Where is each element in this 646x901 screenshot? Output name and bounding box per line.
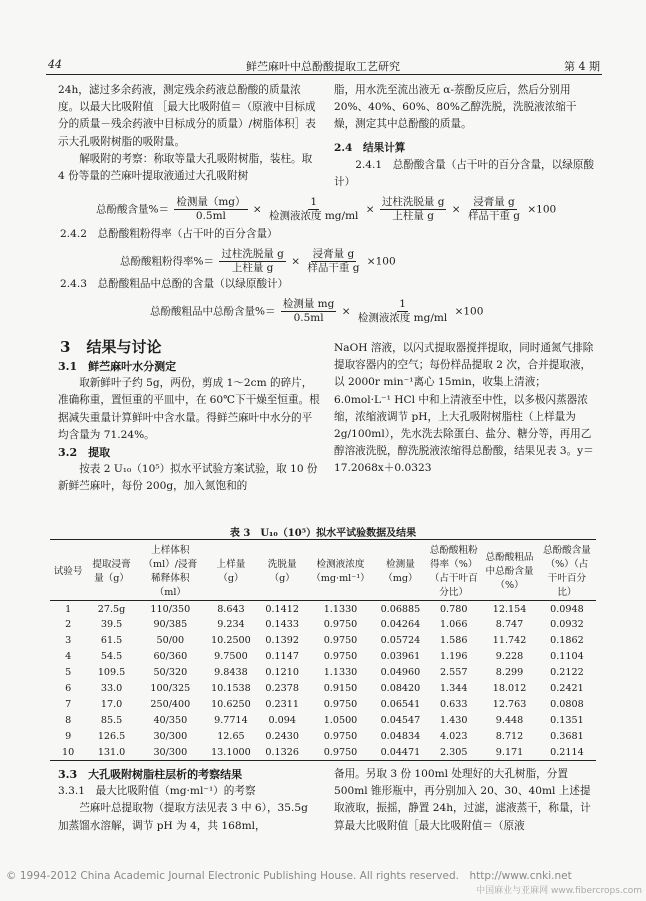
table-row <box>50 664 596 680</box>
paragraph: 按表 2 U₁₀（10⁵）拟水平试验方案试验，取 10 份新鲜苎麻叶，每份 200g，加入氮饱和的 <box>58 463 318 493</box>
formula-crude-yield: 总酚酸粗粉得率%＝ $\frac{\text{过柱洗脱量 g}}{\text{上柱量 g}}$ × $\frac{\text{浸膏量 g}}{\text{样品干重 g}}$ ×100 <box>120 248 396 274</box>
left-bottom-text <box>58 766 320 835</box>
table-cell: 1.586 <box>439 634 468 646</box>
column-header: 检测量（mg） <box>375 540 426 600</box>
table-cell: 27.5g <box>97 604 126 616</box>
column-header: 总酚酸粗粉得率（%）（占干叶百分比） <box>426 540 481 600</box>
table-cell: 2 <box>65 618 72 630</box>
table-cell: 61.5 <box>100 634 123 646</box>
table-cell: 0.9750 <box>323 730 358 742</box>
table-cell: 0.9750 <box>323 634 358 646</box>
table-cell: 0.2122 <box>550 666 584 678</box>
subsection-heading: 2.4.2 总酚酸粗粉得率（占干叶的百分含量） <box>60 228 278 240</box>
table-cell: 0.1326 <box>265 746 299 758</box>
table-row <box>50 712 596 728</box>
table-caption: 表 3 U₁₀（10⁵）拟水平试验数据及结果 <box>229 528 417 539</box>
results-table <box>50 539 596 761</box>
table-cell: 0.1210 <box>265 666 299 678</box>
table-cell: 30/300 <box>153 746 188 758</box>
table-cell: 12.65 <box>217 730 245 742</box>
table-cell: 50/320 <box>153 666 188 678</box>
table-cell: 0.9750 <box>323 746 358 758</box>
table-cell: 1.1330 <box>323 666 358 678</box>
table-cell: 9.234 <box>217 618 245 630</box>
table-cell: 0.633 <box>439 698 468 710</box>
table-cell: 8.747 <box>495 618 524 630</box>
table-cell: 8.712 <box>495 730 524 742</box>
table-cell: 0.03961 <box>380 650 421 662</box>
column-header: 总酚酸含量（%）（占干叶百分比） <box>538 540 596 600</box>
table-cell: 8 <box>65 714 72 726</box>
subsection-heading: 3.3 大孔吸附树脂柱层析的考察结果 <box>58 768 243 781</box>
header-rule <box>46 74 602 75</box>
formula-total-phenolic-acid: 总酚酸含量%＝ $\frac{\text{检测量（mg）}}{0.5ml}$ × $\frac{1}{\text{检测液浓度 mg/ml}}$ × $\frac{\text{过柱洗脱量 g}}{\text{上柱量 g}}$ × $\frac{\text{浸膏量 g}}{\text{样品干重 g}}$ ×100 <box>96 196 557 222</box>
paragraph: 24h，滤过多余药液，测定残余药液总酚酸的质量浓度。以最大比吸附值 ［最大比吸附值＝（原液中目标成分的质量－残余药液中目标成分的质量）/树脂体积］表示大孔吸附树脂的吸附量。 <box>58 84 316 148</box>
right-bottom-text <box>334 766 596 835</box>
table-cell: 2.557 <box>439 666 468 678</box>
formula-crude-content: 总酚酸粗品中总酚含量%＝ $\frac{\text{检测量 mg}}{0.5ml}$ × $\frac{1}{\text{检测液浓度 mg/ml}}$ ×100 <box>150 298 484 324</box>
table-cell: 9 <box>65 730 72 742</box>
table-cell: 0.1147 <box>265 650 299 662</box>
table-row <box>50 744 596 760</box>
table-cell: 4.023 <box>439 730 468 742</box>
table-cell: 8.299 <box>495 666 524 678</box>
table-cell: 54.5 <box>100 650 123 662</box>
table-cell: 1.430 <box>439 714 468 726</box>
table-cell: 0.06885 <box>380 604 421 616</box>
right-mid-text <box>334 340 596 478</box>
table-cell: 9.448 <box>495 714 524 726</box>
table-cell: 0.04264 <box>380 618 421 630</box>
table-cell: 0.1433 <box>265 618 299 630</box>
column-header: 试验号 <box>50 540 86 600</box>
table-cell: 30/300 <box>153 730 188 742</box>
table-cell: 0.9750 <box>323 698 358 710</box>
table-cell: 0.780 <box>439 604 468 616</box>
table-cell: 1.1330 <box>323 604 358 616</box>
left-top-text <box>58 82 320 185</box>
table-cell: 0.04834 <box>380 730 421 742</box>
subsection-heading: 3.3.1 最大比吸附值（mg·ml⁻¹）的考察 <box>58 785 256 798</box>
paragraph: 苎麻叶总提取物（提取方法见表 3 中 6），35.5g 加蒸馏水溶解，调节 pH 为 4，共 168ml， <box>58 802 308 832</box>
table-cell: 17.0 <box>100 698 123 710</box>
table-cell: 10 <box>62 746 75 758</box>
table-cell: 10.2500 <box>211 634 251 646</box>
table-cell: 11.742 <box>492 634 527 646</box>
table-cell: 0.04471 <box>380 746 421 758</box>
table-row <box>50 696 596 712</box>
table-cell: 1.066 <box>439 618 468 630</box>
table-cell: 0.06541 <box>380 698 421 710</box>
table-cell: 0.1351 <box>550 714 584 726</box>
table-cell: 7 <box>65 698 72 710</box>
table-cell: 0.9750 <box>323 618 358 630</box>
table-cell: 9.7714 <box>214 714 248 726</box>
column-header: 检测液浓度（mg·ml⁻¹） <box>306 540 374 600</box>
table-cell: 33.0 <box>100 682 123 694</box>
table-cell: 0.1392 <box>265 634 299 646</box>
table-cell: 5 <box>65 666 72 678</box>
table-cell: 0.1862 <box>550 634 584 646</box>
paragraph: 备用。另取 3 份 100ml 处理好的大孔树脂，分置 500ml 锥形瓶中，再分别加入 20、30、40ml 上述提取液取，振摇，静置 24h，过滤，滤液蒸干，称量，计算最大比吸附值［最大比吸附值＝（原液 <box>334 768 591 832</box>
table-cell: 9.8438 <box>214 666 248 678</box>
table-cell: 4 <box>65 650 72 662</box>
table-cell: 12.154 <box>492 604 527 616</box>
subsection-heading: 2.4.1 总酚酸含量（占干叶的百分含量，以绿原酸计） <box>334 158 595 189</box>
table-cell: 10.1538 <box>211 682 251 694</box>
left-mid-text <box>58 358 320 496</box>
issue-label: 第 4 期 <box>564 60 600 73</box>
table-cell: 39.5 <box>100 618 123 630</box>
table-cell: 12.763 <box>492 698 527 710</box>
table-cell: 0.04960 <box>380 666 421 678</box>
column-header: 提取浸膏量（g） <box>86 540 137 600</box>
table-cell: 3 <box>65 634 72 646</box>
subsection-heading: 2.4.3 总酚酸粗品中总酚的含量（以绿原酸计） <box>60 278 289 290</box>
table-cell: 0.3681 <box>550 730 584 742</box>
table-cell: 0.0932 <box>550 618 584 630</box>
paragraph: 解吸附的考察：称取等量大孔吸附树脂，装柱。取 4 份等量的苎麻叶提取液通过大孔吸附树 <box>58 152 313 183</box>
page-number: 44 <box>48 58 62 71</box>
table-cell: 0.0948 <box>550 604 584 616</box>
table-cell: 0.9150 <box>323 682 358 694</box>
right-top-text <box>334 82 596 191</box>
table-cell: 85.5 <box>100 714 123 726</box>
subsection-heading: 3.2 提取 <box>58 446 111 460</box>
table-cell: 1.0500 <box>323 714 358 726</box>
table-cell: 2.305 <box>439 746 468 758</box>
table-cell: 110/350 <box>150 604 191 616</box>
table-cell: 0.2430 <box>265 730 299 742</box>
table-cell: 18.012 <box>492 682 527 694</box>
table-cell: 40/350 <box>153 714 188 726</box>
table-cell: 0.2114 <box>550 746 584 758</box>
table-cell: 0.0808 <box>550 698 584 710</box>
table-cell: 90/385 <box>153 618 188 630</box>
table-cell: 1.344 <box>439 682 468 694</box>
table-cell: 9.7500 <box>214 650 248 662</box>
section-title: 3 结果与讨论 <box>60 338 162 356</box>
watermark: 中国麻业与亚麻网 www.fibercrops.com <box>476 886 642 896</box>
table-cell: 1 <box>65 604 72 616</box>
table-cell: 50/00 <box>156 634 185 646</box>
table-cell: 0.1412 <box>265 604 299 616</box>
table-cell: 0.9750 <box>323 650 358 662</box>
table-cell: 0.2311 <box>265 698 299 710</box>
table-cell: 0.05724 <box>380 634 421 646</box>
column-header: 上样量（g） <box>204 540 258 600</box>
paragraph: NaOH 溶液，以闪式提取器搅拌提取，同时通氮气排除提取容器内的空气；每份样品提取 2 次，合并提取液，以 2000r min⁻¹离心 15min，收集上清液；6.0mol·L⁻¹ HCl 中和上清液至中性，以多极闪蒸器浓缩，浓缩液调节 pH，上大孔吸附树脂柱（上样量为 2g/100ml），先水洗去除蛋白、盐分、糖分等，再用乙醇溶液洗脱，醇洗脱液浓缩得总酚酸，结果见表 3。y＝17.2068x＋0.0323 <box>334 342 594 475</box>
table-cell: 9.228 <box>495 650 524 662</box>
table-row <box>50 680 596 696</box>
table-cell: 13.1000 <box>211 746 251 758</box>
column-header: 洗脱量（g） <box>258 540 306 600</box>
table-cell: 0.094 <box>268 714 296 726</box>
table-cell: 0.08420 <box>380 682 421 694</box>
table-row <box>50 600 596 616</box>
table-cell: 126.5 <box>97 730 126 742</box>
copyright-footer: © 1994-2012 China Academic Journal Electronic Publishing House. All rights reserved. http://www.cnki.net <box>6 870 572 882</box>
table-row <box>50 616 596 632</box>
table-cell: 0.2421 <box>550 682 584 694</box>
table-cell: 1.196 <box>439 650 468 662</box>
table-cell: 9.171 <box>495 746 524 758</box>
table-cell: 0.1104 <box>550 650 584 662</box>
table-cell: 60/360 <box>153 650 188 662</box>
table-cell: 131.0 <box>97 746 126 758</box>
table-cell: 8.643 <box>217 604 245 616</box>
table-cell: 109.5 <box>97 666 126 678</box>
table-row <box>50 728 596 744</box>
table-cell: 100/325 <box>150 682 191 694</box>
paragraph: 脂，用水洗至流出液无 α-萘酚反应后，然后分别用 20%、40%、60%、80%乙醇洗脱，洗脱液浓缩干燥，测定其中总酚酸的质量。 <box>334 84 577 131</box>
paragraph: 取新鲜叶子约 5g，两份，剪成 1～2cm 的碎片，准确称重，置恒重的平皿中，在 60℃下干燥至恒重。根据减失重量计算鲜叶中含水量。得鲜苎麻叶中水分的平均含量为 71.24%。 <box>58 377 320 441</box>
table-cell: 0.04547 <box>380 714 421 726</box>
column-header: 总酚酸粗品中总酚含量（%） <box>481 540 538 600</box>
table-cell: 10.6250 <box>211 698 251 710</box>
table-cell: 250/400 <box>150 698 191 710</box>
subsection-heading: 3.1 鲜苎麻叶水分测定 <box>58 360 177 373</box>
section-heading: 2.4 结果计算 <box>334 141 406 154</box>
column-header: 上样体积（ml）/浸膏稀释体积（ml） <box>137 540 204 600</box>
running-title: 鲜苎麻叶中总酚酸提取工艺研究 <box>246 60 400 73</box>
table-cell: 0.2378 <box>265 682 299 694</box>
table-row <box>50 632 596 648</box>
table-row <box>50 648 596 664</box>
table-cell: 6 <box>65 682 72 694</box>
